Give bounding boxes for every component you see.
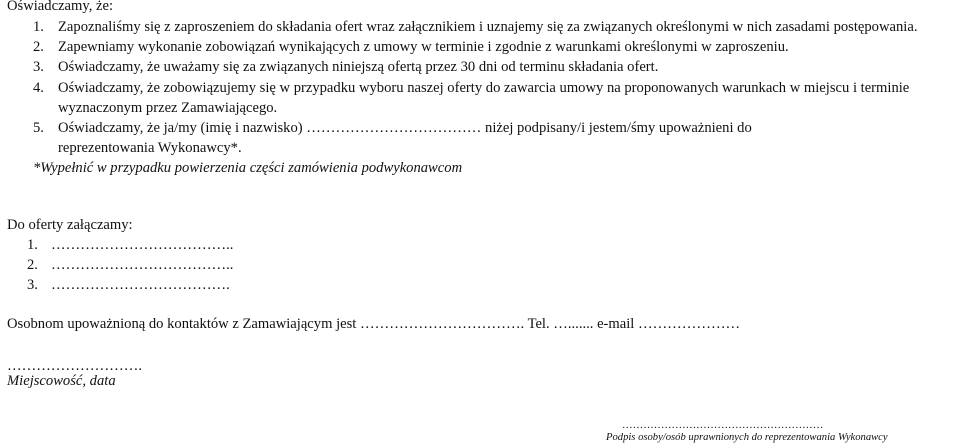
statement-2-text: Zapewniamy wykonanie zobowiązań wynikających z umowy w terminie i zgodnie z warunkami określonymi w zaproszeniu. bbox=[58, 39, 789, 55]
statement-4-text-line1: Oświadczamy, że zobowiązujemy się w przypadku wyboru naszej oferty do zawarcia umowy na proponowanych warunkach w miejscu i terminie bbox=[58, 80, 910, 96]
statement-1-number: 1. bbox=[33, 19, 44, 35]
attachment-3-number: 3. bbox=[27, 277, 38, 293]
statement-4-number: 4. bbox=[33, 80, 44, 96]
attachments-heading: Do oferty załączamy: bbox=[7, 217, 133, 233]
subcontractor-footnote: *Wypełnić w przypadku powierzenia części zamówienia podwykonawcom bbox=[33, 160, 463, 176]
place-date-label: Miejscowość, data bbox=[7, 373, 116, 389]
statement-5-text-line2: reprezentowania Wykonawcy*. bbox=[58, 140, 242, 156]
declaration-heading: Oświadczamy, że: bbox=[7, 0, 114, 14]
attachment-1-field: ……………………………….. bbox=[51, 237, 234, 253]
attachment-2-field: ……………………………….. bbox=[51, 257, 234, 273]
signature-label: Podpis osoby/osób uprawnionych do reprezentowania Wykonawcy bbox=[606, 432, 888, 443]
contact-person-line: Osobnom upoważnioną do kontaktów z Zamawiającym jest ……………………………. Tel. …....... e-mail ………………… bbox=[7, 316, 741, 332]
statement-1-text: Zapoznaliśmy się z zaproszeniem do składania ofert wraz załącznikiem i uznajemy się za związanych określonymi w nich zasadami postępowania. bbox=[58, 19, 918, 35]
statement-3-number: 3. bbox=[33, 59, 44, 75]
statement-5-number: 5. bbox=[33, 120, 44, 136]
statement-5-text-line1: Oświadczamy, że ja/my (imię i nazwisko) ……………………………… niżej podpisany/i jestem/śmy upoważnieni do bbox=[58, 120, 752, 136]
statement-3-text: Oświadczamy, że uważamy się za związanych niniejszą ofertą przez 30 dni od terminu składania ofert. bbox=[58, 59, 659, 75]
statement-4-text-line2: wyznaczonym przez Zamawiającego. bbox=[58, 100, 278, 116]
statement-2-number: 2. bbox=[33, 39, 44, 55]
attachment-1-number: 1. bbox=[27, 237, 38, 253]
attachment-2-number: 2. bbox=[27, 257, 38, 273]
signature-dots: ………………………………………………… bbox=[622, 420, 824, 431]
place-date-dots: ………………………. bbox=[7, 358, 142, 374]
attachment-3-field: ………………………………. bbox=[51, 277, 230, 293]
